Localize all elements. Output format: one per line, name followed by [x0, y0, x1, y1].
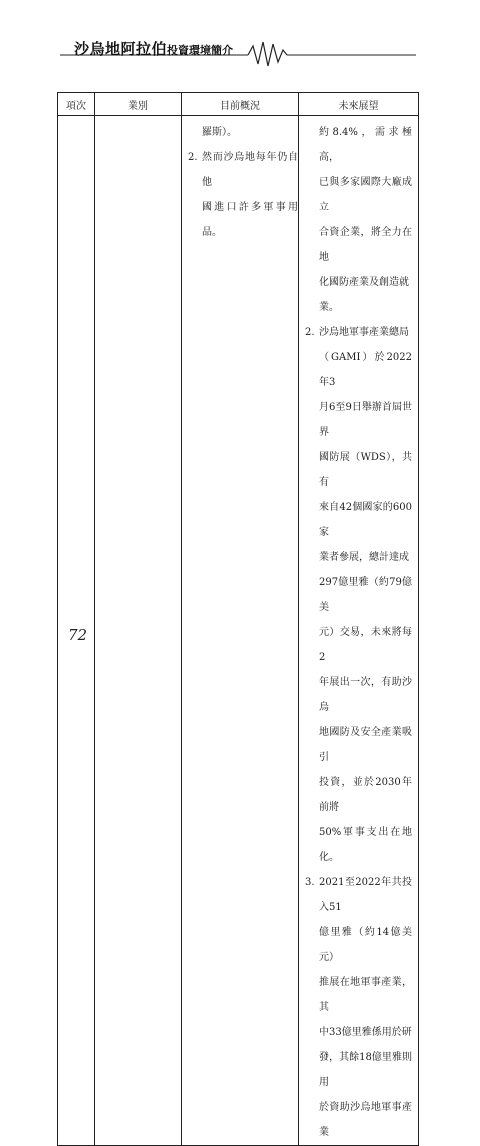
future-continued-line: 化國防產業及創造就	[319, 277, 409, 288]
text-line: 中33億里雅係用於研	[319, 1027, 412, 1038]
text-line: （GAMI）於2022年3	[319, 352, 412, 388]
page-number: 72	[68, 626, 88, 644]
cell-future-outlook	[299, 116, 419, 1146]
page-header	[60, 38, 420, 68]
current-item-2-num: 2.	[188, 152, 198, 163]
header-future-outlook: 未來展望	[299, 93, 419, 116]
text-line: 月6至9日舉辦首屆世界	[319, 402, 412, 438]
current-item-2	[188, 145, 298, 245]
text-line: 50%軍事支出在地化。	[319, 827, 412, 863]
future-continued-line: 已與多家國際大廠成立	[319, 177, 412, 213]
text-line: 來自42個國家的600家	[319, 502, 412, 538]
text-line: 推展在地軍事產業，其	[319, 977, 412, 1013]
current-continued-line: 羅斯）。	[202, 127, 237, 138]
text-line: 2021至2022年共投入51	[319, 877, 412, 913]
future-item-2	[305, 320, 412, 870]
table-row	[58, 116, 419, 1146]
text-line: 297億里雅（約79億美	[319, 577, 412, 613]
cell-industry	[95, 116, 182, 1146]
future-continued-line: 業。	[319, 302, 339, 313]
future-continued-line: 合資企業，將全力在地	[319, 227, 412, 263]
header-current-status: 目前概況	[182, 93, 299, 116]
header-item-no: 項次	[58, 93, 95, 116]
text-line: 於資助沙烏地軍事產業	[319, 1102, 412, 1138]
header-title-sub: 投資環境簡介	[167, 44, 234, 57]
table-header-row	[58, 93, 419, 116]
header-industry: 業別	[95, 93, 182, 116]
header-title	[74, 38, 233, 59]
text-line: 業者參展，總計達成	[319, 552, 409, 563]
future-item-2-num: 2.	[305, 327, 315, 338]
cell-current-status	[182, 116, 299, 1146]
text-line: 國防展（WDS），共有	[319, 452, 412, 488]
text-line: 然而沙烏地每年仍自他	[202, 152, 298, 188]
content-table	[57, 92, 419, 1146]
text-line: 年展出一次，有助沙烏	[319, 677, 412, 713]
future-item-3-num: 3.	[305, 877, 315, 888]
text-line: 元）交易，未來將每2	[319, 627, 412, 663]
text-line: 沙烏地軍事產業總局	[319, 327, 409, 338]
text-line: 投資，並於2030年前將	[319, 777, 412, 813]
text-line: 地國防及安全產業吸引	[319, 727, 412, 763]
future-continued-line: 約8.4%，需求極高，	[319, 127, 412, 163]
text-line: 國進口許多軍事用品。	[202, 202, 298, 238]
header-title-main: 沙烏地阿拉伯	[74, 40, 168, 58]
text-line: 億里雅（約14億美元）	[319, 927, 412, 963]
future-item-3	[305, 870, 412, 1145]
text-line: 發，其餘18億里雅則用	[319, 1052, 412, 1088]
